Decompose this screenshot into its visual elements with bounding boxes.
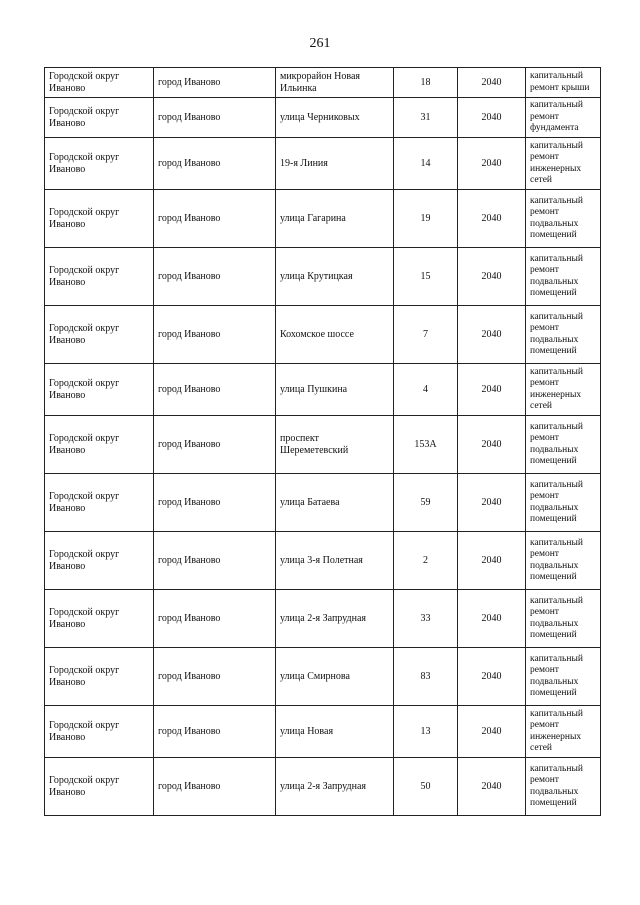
registry-body: [45, 68, 601, 816]
okrug-cell: Городской округ Иваново: [45, 138, 154, 190]
settlement-cell: город Иваново: [154, 68, 276, 98]
street-cell: улица Пушкина: [276, 364, 394, 416]
settlement-cell: город Иваново: [154, 532, 276, 590]
table-row: [45, 364, 601, 416]
work-type-cell: капитальный ремонт подвальных помещений: [526, 306, 601, 364]
house-number-cell: 83: [394, 648, 458, 706]
table-row: [45, 532, 601, 590]
house-number-cell: 14: [394, 138, 458, 190]
year-cell: 2040: [458, 474, 526, 532]
year-cell: 2040: [458, 68, 526, 98]
street-cell: проспект Шереметевский: [276, 416, 394, 474]
house-number-cell: 31: [394, 98, 458, 138]
street-cell: улица Гагарина: [276, 190, 394, 248]
work-type-cell: капитальный ремонт инженерных сетей: [526, 138, 601, 190]
settlement-cell: город Иваново: [154, 364, 276, 416]
okrug-cell: Городской округ Иваново: [45, 98, 154, 138]
work-type-cell: капитальный ремонт крыши: [526, 68, 601, 98]
year-cell: 2040: [458, 416, 526, 474]
work-type-cell: капитальный ремонт подвальных помещений: [526, 190, 601, 248]
settlement-cell: город Иваново: [154, 98, 276, 138]
street-cell: микрорайон Новая Ильинка: [276, 68, 394, 98]
year-cell: 2040: [458, 590, 526, 648]
work-type-cell: капитальный ремонт инженерных сетей: [526, 364, 601, 416]
table-row: [45, 590, 601, 648]
street-cell: улица Батаева: [276, 474, 394, 532]
okrug-cell: Городской округ Иваново: [45, 190, 154, 248]
table-row: [45, 306, 601, 364]
work-type-cell: капитальный ремонт подвальных помещений: [526, 532, 601, 590]
settlement-cell: город Иваново: [154, 248, 276, 306]
table-row: [45, 474, 601, 532]
house-number-cell: 59: [394, 474, 458, 532]
okrug-cell: Городской округ Иваново: [45, 248, 154, 306]
table-row: [45, 138, 601, 190]
work-type-cell: капитальный ремонт подвальных помещений: [526, 416, 601, 474]
house-number-cell: 33: [394, 590, 458, 648]
year-cell: 2040: [458, 306, 526, 364]
okrug-cell: Городской округ Иваново: [45, 758, 154, 816]
table-row: [45, 648, 601, 706]
house-number-cell: 19: [394, 190, 458, 248]
okrug-cell: Городской округ Иваново: [45, 590, 154, 648]
okrug-cell: Городской округ Иваново: [45, 474, 154, 532]
house-number-cell: 15: [394, 248, 458, 306]
year-cell: 2040: [458, 138, 526, 190]
house-number-cell: 2: [394, 532, 458, 590]
year-cell: 2040: [458, 648, 526, 706]
table-row: [45, 416, 601, 474]
year-cell: 2040: [458, 758, 526, 816]
okrug-cell: Городской округ Иваново: [45, 306, 154, 364]
settlement-cell: город Иваново: [154, 306, 276, 364]
house-number-cell: 13: [394, 706, 458, 758]
street-cell: улица Крутицкая: [276, 248, 394, 306]
year-cell: 2040: [458, 364, 526, 416]
settlement-cell: город Иваново: [154, 474, 276, 532]
house-number-cell: 50: [394, 758, 458, 816]
settlement-cell: город Иваново: [154, 758, 276, 816]
okrug-cell: Городской округ Иваново: [45, 706, 154, 758]
settlement-cell: город Иваново: [154, 590, 276, 648]
house-number-cell: 7: [394, 306, 458, 364]
year-cell: 2040: [458, 248, 526, 306]
house-number-cell: 153А: [394, 416, 458, 474]
table-row: [45, 706, 601, 758]
street-cell: улица Смирнова: [276, 648, 394, 706]
page-number: 261: [309, 36, 331, 51]
okrug-cell: Городской округ Иваново: [45, 532, 154, 590]
okrug-cell: Городской округ Иваново: [45, 416, 154, 474]
house-number-cell: 18: [394, 68, 458, 98]
work-type-cell: капитальный ремонт подвальных помещений: [526, 590, 601, 648]
work-type-cell: капитальный ремонт подвальных помещений: [526, 758, 601, 816]
street-cell: улица 2-я Запрудная: [276, 590, 394, 648]
year-cell: 2040: [458, 706, 526, 758]
settlement-cell: город Иваново: [154, 190, 276, 248]
year-cell: 2040: [458, 190, 526, 248]
street-cell: улица Черниковых: [276, 98, 394, 138]
okrug-cell: Городской округ Иваново: [45, 364, 154, 416]
settlement-cell: город Иваново: [154, 648, 276, 706]
settlement-cell: город Иваново: [154, 706, 276, 758]
street-cell: улица Новая: [276, 706, 394, 758]
work-type-cell: капитальный ремонт подвальных помещений: [526, 474, 601, 532]
settlement-cell: город Иваново: [154, 416, 276, 474]
okrug-cell: Городской округ Иваново: [45, 648, 154, 706]
house-number-cell: 4: [394, 364, 458, 416]
work-type-cell: капитальный ремонт подвальных помещений: [526, 648, 601, 706]
street-cell: улица 2-я Запрудная: [276, 758, 394, 816]
year-cell: 2040: [458, 98, 526, 138]
work-type-cell: капитальный ремонт подвальных помещений: [526, 248, 601, 306]
okrug-cell: Городской округ Иваново: [45, 68, 154, 98]
year-cell: 2040: [458, 532, 526, 590]
table-row: [45, 98, 601, 138]
settlement-cell: город Иваново: [154, 138, 276, 190]
work-type-cell: капитальный ремонт фундамента: [526, 98, 601, 138]
table-row: [45, 190, 601, 248]
repair-registry-table: [44, 67, 601, 816]
street-cell: улица 3-я Полетная: [276, 532, 394, 590]
street-cell: Кохомское шоссе: [276, 306, 394, 364]
table-row: [45, 68, 601, 98]
work-type-cell: капитальный ремонт инженерных сетей: [526, 706, 601, 758]
table-row: [45, 248, 601, 306]
table-row: [45, 758, 601, 816]
street-cell: 19-я Линия: [276, 138, 394, 190]
